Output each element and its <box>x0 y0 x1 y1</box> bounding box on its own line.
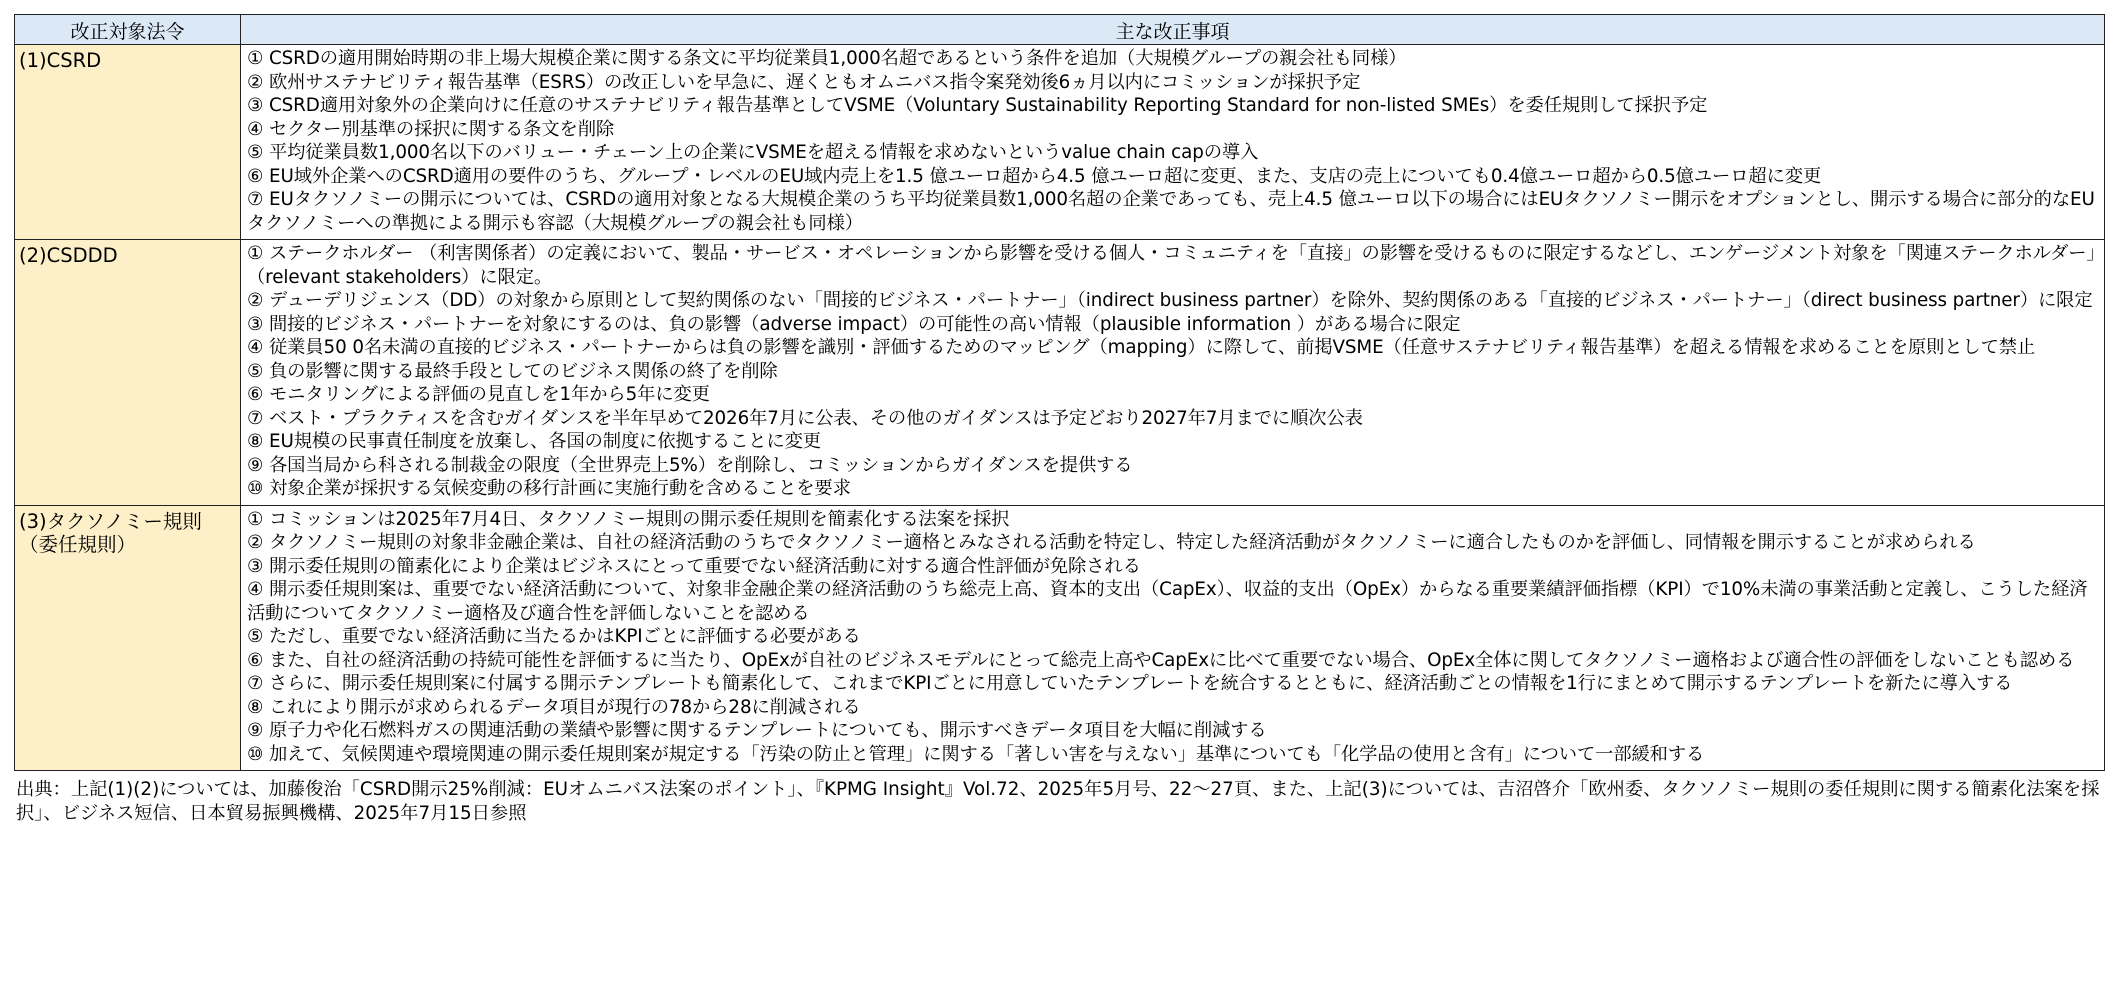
list-item: ⑨ 各国当局から科される制裁金の限度（全世界売上5%）を削除し、コミッションからガイダンスを提供する <box>247 454 1133 476</box>
list-item: ① ステークホルダー （利害関係者）の定義において、製品・サービス・オペレーションから影響を受ける個人・コミュニティを「直接」の影響を受けるものに限定するなどし、エンゲージメント対象を「関連ステークホルダー」（relevant stakeholders）に限定。 <box>247 243 2096 288</box>
reform-items-csrd <box>241 45 2105 240</box>
list-item: ④ 開示委任規則案は、重要でない経済活動について、対象非金融企業の経済活動のうち総売上高、資本的支出（CapEx）、収益的支出（OpEx）からなる重要業績評価指標（KPI）で10%未満の事業活動と定義し、こうした経済活動についてタクソノミー適格及び適合性を評価しないことを認める <box>247 579 2088 624</box>
reform-table <box>14 14 2105 771</box>
list-item: ② デューデリジェンス（DD）の対象から原則として契約関係のない「間接的ビジネス・パートナー」（indirect business partner）を除外、契約関係のある「直接的ビジネス・パートナー」（direct business partner）に限定 <box>247 290 2093 311</box>
law-name-taxonomy: (3)タクソノミー規則 （委任規則） <box>15 505 241 771</box>
list-item: ⑩ 対象企業が採択する気候変動の移行計画に実施行動を含めることを要求 <box>247 478 851 499</box>
list-item: ② 欧州サステナビリティ報告基準（ESRS）の改正しいを早急に、遅くともオムニバス指令案発効後6ヵ月以内にコミッションが採択予定 <box>247 71 1361 93</box>
law-name-csddd: (2)CSDDD <box>15 240 241 506</box>
source-citation: 出典：上記(1)(2)については、加藤俊治「CSRD開示25%削減：EUオムニバス法案のポイント」、『KPMG Insight』Vol.72、2025年5月号、22〜27頁、また、上記(3)については、吉沼啓介「欧州委、タクソノミー規則の委任規則に関する簡素化法案を採択」、ビジネス短信、日本貿易振興機構、2025年7月15日参照 <box>16 779 2100 824</box>
reform-items-taxonomy <box>241 505 2105 771</box>
table-row-csrd <box>15 45 2105 240</box>
header-detail-column: 主な改正事項 <box>241 15 2105 45</box>
list-item: ⑥ モニタリングによる評価の見直しを1年から5年に変更 <box>247 384 710 405</box>
list-item: ② タクソノミー規則の対象非金融企業は、自社の経済活動のうちでタクソノミー適格とみなされる活動を特定し、特定した経済活動がタクソノミーに適合したものかを評価し、同情報を開示することが求められる <box>247 532 1976 553</box>
reform-summary-page <box>14 14 2104 825</box>
law-name-csrd: (1)CSRD <box>15 45 241 240</box>
list-item: ① コミッションは2025年7月4日、タクソノミー規則の開示委任規則を簡素化する法案を採択 <box>247 508 1010 530</box>
list-item: ⑤ 平均従業員数1,000名以下のバリュー・チェーン上の企業にVSMEを超える情報を求めないというvalue chain capの導入 <box>247 142 1259 163</box>
list-item: ③ 間接的ビジネス・パートナーを対象にするのは、負の影響（adverse impact）の可能性の高い情報（plausible information ）がある場合に限定 <box>247 313 1461 335</box>
list-item: ④ セクター別基準の採択に関する条文を削除 <box>247 118 615 140</box>
reform-items-csddd <box>241 240 2105 506</box>
header-law-column: 改正対象法令 <box>15 15 241 45</box>
list-item: ⑥ EU域外企業へのCSRD適用の要件のうち、グループ・レベルのEU域内売上を1.5 億ユーロ超から4.5 億ユーロ超に変更、また、支店の売上についても0.4億ユーロ超から0.5億ユーロ超に変更 <box>247 165 1822 187</box>
table-row-taxonomy <box>15 505 2105 771</box>
list-item: ⑤ 負の影響に関する最終手段としてのビジネス関係の終了を削除 <box>247 360 778 382</box>
table-row-csddd <box>15 240 2105 506</box>
list-item: ③ CSRD適用対象外の企業向けに任意のサステナビリティ報告基準としてVSME（Voluntary Sustainability Reporting Standard for non-listed SMEs）を委任規則して採択予定 <box>247 95 1708 116</box>
list-item: ⑤ ただし、重要でない経済活動に当たるかはKPIごとに評価する必要がある <box>247 626 861 647</box>
list-item: ⑥ また、自社の経済活動の持続可能性を評価するに当たり、OpExが自社のビジネスモデルにとって総売上高やCapExに比べて重要でない場合、OpEx全体に関してタクソノミー適格および適合性の評価をしないことも認める <box>247 649 2075 671</box>
table-header-row <box>15 15 2105 45</box>
list-item: ④ 従業員50 0名未満の直接的ビジネス・パートナーからは負の影響を識別・評価するためのマッピング（mapping）に際して、前掲VSME（任意サステナビリティ報告基準）を超える情報を求めることを原則として禁止 <box>247 337 2036 358</box>
list-item: ⑦ ベスト・プラクティスを含むガイダンスを半年早めて2026年7月に公表、その他のガイダンスは予定どおり2027年7月までに順次公表 <box>247 407 1363 429</box>
list-item: ⑦ EUタクソノミーの開示については、CSRDの適用対象となる大規模企業のうち平均従業員数1,000名超の企業であっても、売上4.5 億ユーロ以下の場合にはEUタクソノミー開示をオプションとし、開示する場合に部分的なEUタクソノミーへの準拠による開示も容認（大規模グループの親会社も同様） <box>247 189 2095 234</box>
list-item: ① CSRDの適用開始時期の非上場大規模企業に関する条文に平均従業員1,000名超であるという条件を追加（大規模グループの親会社も同様） <box>247 48 1407 69</box>
list-item: ③ 開示委任規則の簡素化により企業はビジネスにとって重要でない経済活動に対する適合性評価が免除される <box>247 555 1141 577</box>
list-item: ⑩ 加えて、気候関連や環境関連の開示委任規則案が規定する「汚染の防止と管理」に関する「著しい害を与えない」基準についても「化学品の使用と含有」について一部緩和する <box>247 743 1705 765</box>
list-item: ⑧ EU規模の民事責任制度を放棄し、各国の制度に依拠することに変更 <box>247 431 821 452</box>
list-item: ⑨ 原子力や化石燃料ガスの関連活動の業績や影響に関するテンプレートについても、開示すべきデータ項目を大幅に削減する <box>247 720 1267 741</box>
list-item: ⑦ さらに、開示委任規則案に付属する開示テンプレートも簡素化して、これまでKPIごとに用意していたテンプレートを統合するとともに、経済活動ごとの情報を1行にまとめて開示するテンプレートを新たに導入する <box>247 673 2013 694</box>
list-item: ⑧ これにより開示が求められるデータ項目が現行の78から28に削減される <box>247 696 861 718</box>
